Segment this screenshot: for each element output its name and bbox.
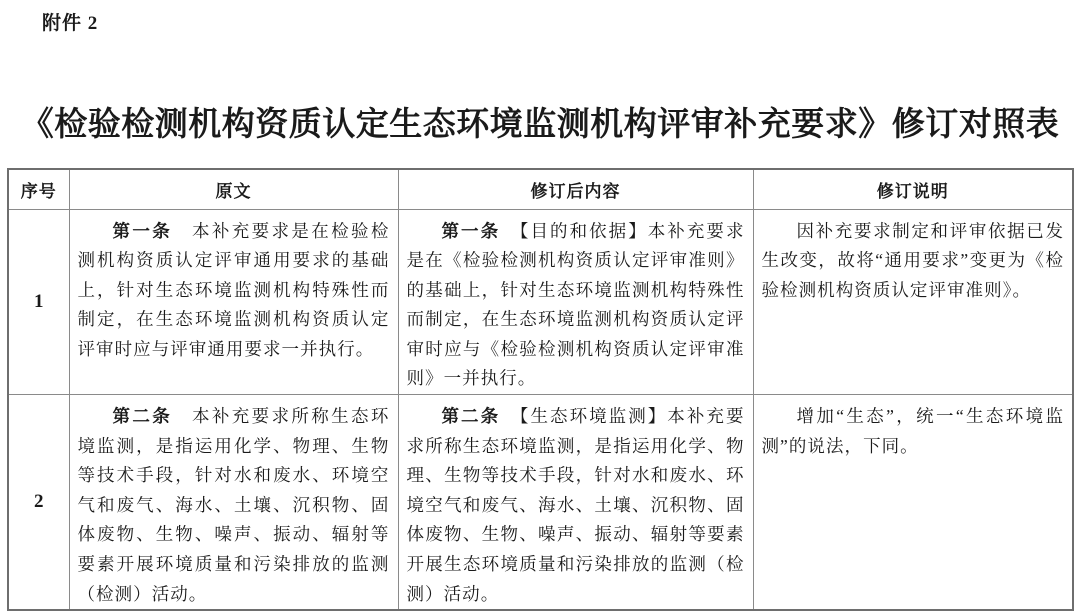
revised-clause: [407, 402, 745, 609]
header-serial: 序号: [8, 169, 69, 209]
clause-lead: 第二条: [112, 406, 173, 427]
revision-note: 因补充要求制定和评审依据已发生改变，故将“通用要求”变更为《检验检测机构资质认定评审准则》。: [761, 220, 1064, 300]
clause-body: 【目的和依据】本补充要求是在《检验检测机构资质认定评审准则》的基础上，针对生态环境监测机构特殊性而制定，在生态环境监测机构资质认定评审时应与《检验检测机构资质认定评审准则》一并执行。: [406, 220, 745, 389]
clause-body: 本补充要求所称生态环境监测，是指运用化学、物理、生物等技术手段，针对水和废水、环境空气和废气、海水、土壤、沉积物、固体废物、生物、噪声、振动、辐射等要素开展环境质量和污染排放的监测（检测）活动。: [77, 406, 390, 604]
original-clause: [78, 217, 390, 365]
original-clause: [78, 402, 390, 609]
row-serial: 2: [8, 395, 69, 611]
clause-lead: 第一条: [441, 220, 501, 241]
table-row: [8, 395, 1073, 611]
cell-revised: [398, 209, 753, 395]
cell-revised: [398, 395, 753, 611]
comparison-table: [7, 168, 1074, 611]
cell-original: [69, 209, 398, 395]
clause-body: 【生态环境监测】本补充要求所称生态环境监测，是指运用化学、物理、生物等技术手段，针对水和废水、环境空气和废气、海水、土壤、沉积物、固体废物、生物、噪声、振动、辐射等要素开展生态环境质量和污染排放的监测（检测）活动。: [406, 406, 745, 604]
cell-note: [753, 395, 1073, 611]
revision-note: 增加“生态”，统一“生态环境监测”的说法，下同。: [761, 406, 1064, 456]
header-original: 原文: [69, 169, 398, 209]
clause-body: 本补充要求是在检验检测机构资质认定评审通用要求的基础上，针对生态环境监测机构特殊性而制定，在生态环境监测机构资质认定评审时应与评审通用要求一并执行。: [77, 220, 390, 359]
table-header-row: [8, 169, 1073, 209]
table-row: [8, 209, 1073, 395]
clause-lead: 第一条: [112, 220, 173, 241]
attachment-label: 附件 2: [42, 13, 99, 34]
clause-lead: 第二条: [441, 406, 501, 427]
page-title: 《检验检测机构资质认定生态环境监测机构评审补充要求》修订对照表: [20, 107, 1060, 144]
revised-clause: [407, 217, 745, 395]
header-note: 修订说明: [753, 169, 1073, 209]
header-revised: 修订后内容: [398, 169, 753, 209]
cell-note: [753, 209, 1073, 395]
cell-original: [69, 395, 398, 611]
row-serial: 1: [8, 209, 69, 395]
